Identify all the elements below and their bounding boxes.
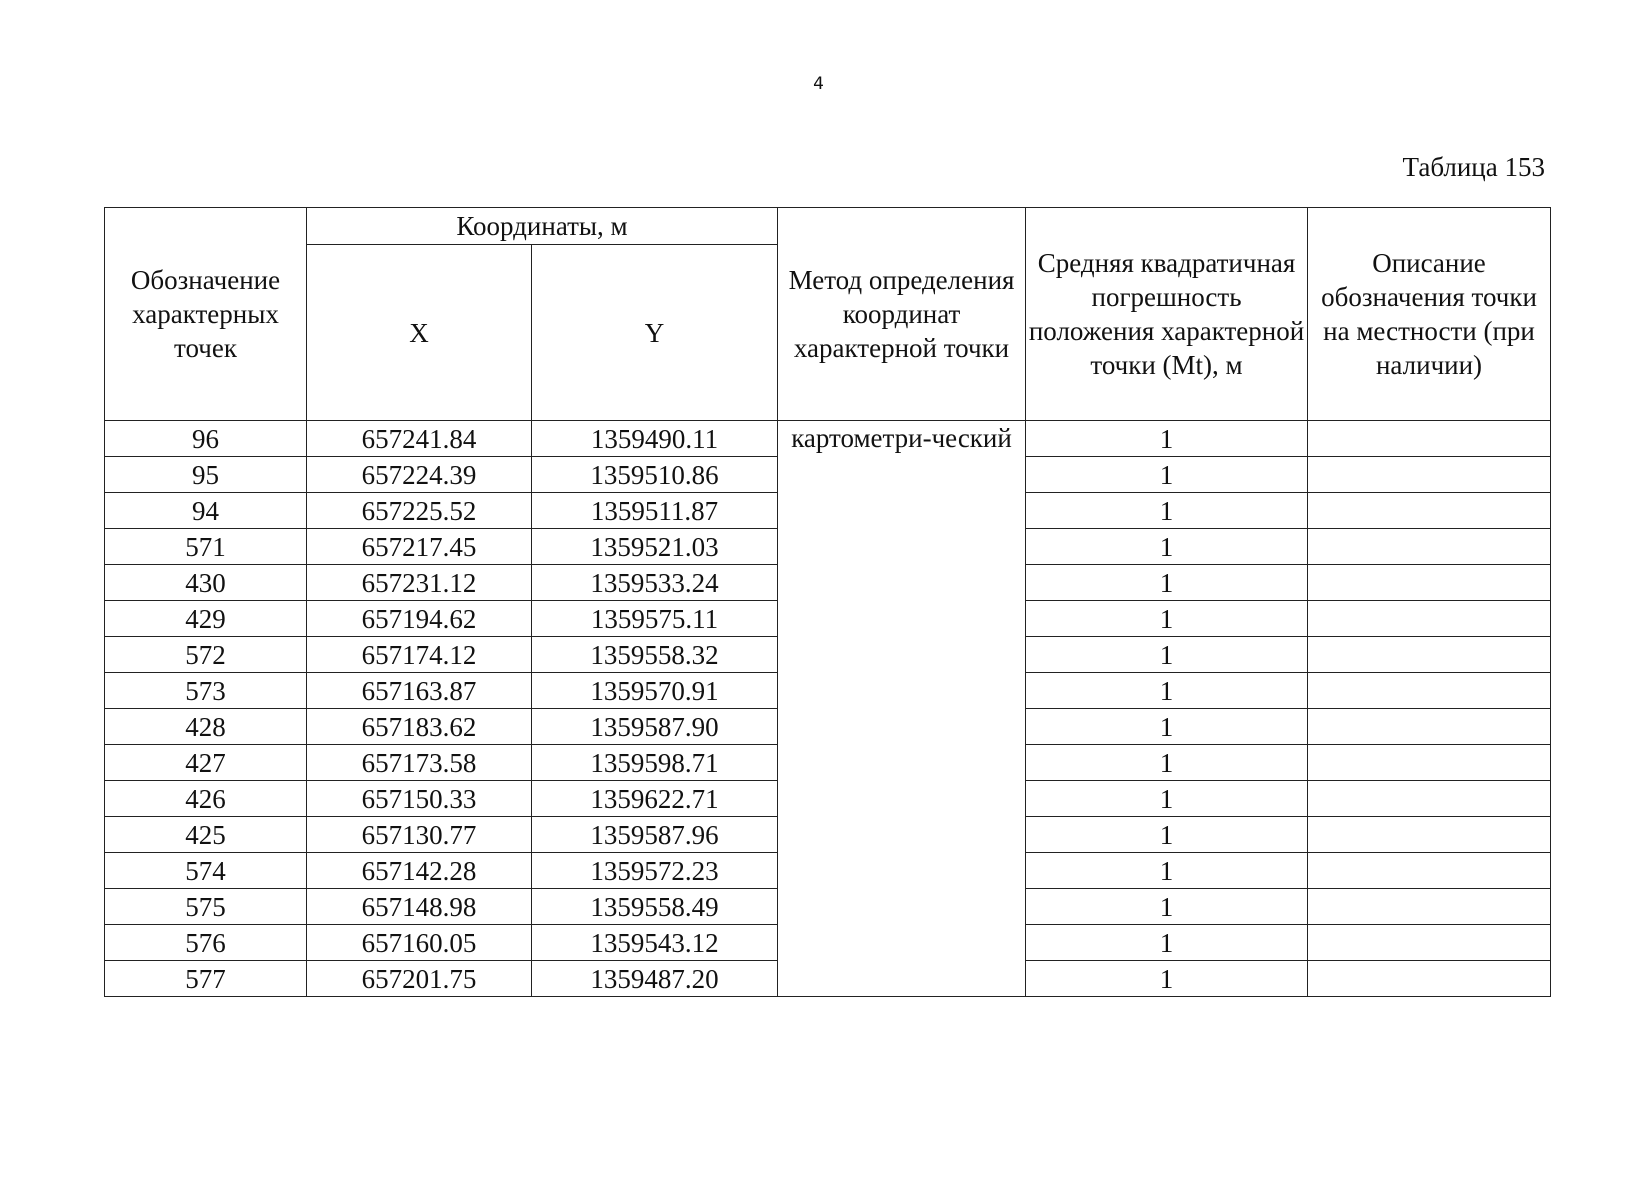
cell-y: 1359598.71 (532, 745, 778, 781)
cell-x: 657150.33 (307, 781, 532, 817)
header-coordinates: Координаты, м (307, 208, 778, 245)
table-row (105, 421, 1551, 457)
cell-point: 427 (105, 745, 307, 781)
cell-method: картометри-ческий (778, 421, 1026, 997)
header-description: Описание обозначения точки на местности (при наличии) (1308, 208, 1551, 421)
cell-point: 576 (105, 925, 307, 961)
cell-y: 1359543.12 (532, 925, 778, 961)
cell-description (1308, 889, 1551, 925)
cell-x: 657231.12 (307, 565, 532, 601)
cell-description (1308, 529, 1551, 565)
cell-mt: 1 (1026, 457, 1308, 493)
cell-description (1308, 745, 1551, 781)
cell-description (1308, 421, 1551, 457)
table-caption: Таблица 153 (1402, 152, 1545, 182)
cell-description (1308, 853, 1551, 889)
cell-mt: 1 (1026, 709, 1308, 745)
cell-point: 428 (105, 709, 307, 745)
cell-description (1308, 601, 1551, 637)
table-body (105, 421, 1551, 997)
cell-point: 572 (105, 637, 307, 673)
cell-description (1308, 565, 1551, 601)
cell-y: 1359558.49 (532, 889, 778, 925)
cell-x: 657183.62 (307, 709, 532, 745)
cell-description (1308, 961, 1551, 997)
cell-point: 96 (105, 421, 307, 457)
header-y: Y (532, 245, 778, 421)
page-number: 4 (813, 74, 824, 94)
cell-y: 1359490.11 (532, 421, 778, 457)
cell-point: 95 (105, 457, 307, 493)
cell-x: 657163.87 (307, 673, 532, 709)
cell-x: 657160.05 (307, 925, 532, 961)
coordinates-table (104, 207, 1551, 997)
cell-y: 1359487.20 (532, 961, 778, 997)
cell-y: 1359533.24 (532, 565, 778, 601)
cell-description (1308, 781, 1551, 817)
cell-x: 657217.45 (307, 529, 532, 565)
cell-mt: 1 (1026, 817, 1308, 853)
cell-description (1308, 673, 1551, 709)
cell-y: 1359572.23 (532, 853, 778, 889)
cell-x: 657241.84 (307, 421, 532, 457)
cell-description (1308, 709, 1551, 745)
cell-x: 657194.62 (307, 601, 532, 637)
cell-mt: 1 (1026, 889, 1308, 925)
cell-mt: 1 (1026, 961, 1308, 997)
cell-mt: 1 (1026, 421, 1308, 457)
cell-x: 657173.58 (307, 745, 532, 781)
cell-x: 657225.52 (307, 493, 532, 529)
cell-y: 1359587.90 (532, 709, 778, 745)
cell-mt: 1 (1026, 493, 1308, 529)
cell-y: 1359510.86 (532, 457, 778, 493)
cell-description (1308, 493, 1551, 529)
cell-description (1308, 817, 1551, 853)
cell-point: 429 (105, 601, 307, 637)
cell-description (1308, 637, 1551, 673)
cell-mt: 1 (1026, 637, 1308, 673)
cell-y: 1359622.71 (532, 781, 778, 817)
cell-x: 657201.75 (307, 961, 532, 997)
cell-point: 430 (105, 565, 307, 601)
cell-point: 577 (105, 961, 307, 997)
header-error: Средняя квадратичная погрешность положения характерной точки (Mt), м (1026, 208, 1308, 421)
cell-x: 657174.12 (307, 637, 532, 673)
cell-point: 94 (105, 493, 307, 529)
cell-mt: 1 (1026, 529, 1308, 565)
cell-mt: 1 (1026, 925, 1308, 961)
cell-y: 1359558.32 (532, 637, 778, 673)
cell-point: 571 (105, 529, 307, 565)
cell-x: 657130.77 (307, 817, 532, 853)
cell-mt: 1 (1026, 673, 1308, 709)
cell-y: 1359587.96 (532, 817, 778, 853)
cell-x: 657148.98 (307, 889, 532, 925)
cell-y: 1359521.03 (532, 529, 778, 565)
header-method: Метод определения координат характерной точки (778, 208, 1026, 421)
cell-x: 657142.28 (307, 853, 532, 889)
cell-point: 426 (105, 781, 307, 817)
cell-x: 657224.39 (307, 457, 532, 493)
cell-description (1308, 925, 1551, 961)
cell-y: 1359570.91 (532, 673, 778, 709)
cell-point: 425 (105, 817, 307, 853)
cell-y: 1359511.87 (532, 493, 778, 529)
cell-mt: 1 (1026, 853, 1308, 889)
cell-y: 1359575.11 (532, 601, 778, 637)
cell-mt: 1 (1026, 781, 1308, 817)
cell-mt: 1 (1026, 601, 1308, 637)
cell-point: 574 (105, 853, 307, 889)
header-points: Обозначение характерных точек (105, 208, 307, 421)
header-x: X (307, 245, 532, 421)
cell-mt: 1 (1026, 745, 1308, 781)
cell-description (1308, 457, 1551, 493)
cell-point: 575 (105, 889, 307, 925)
cell-mt: 1 (1026, 565, 1308, 601)
cell-point: 573 (105, 673, 307, 709)
